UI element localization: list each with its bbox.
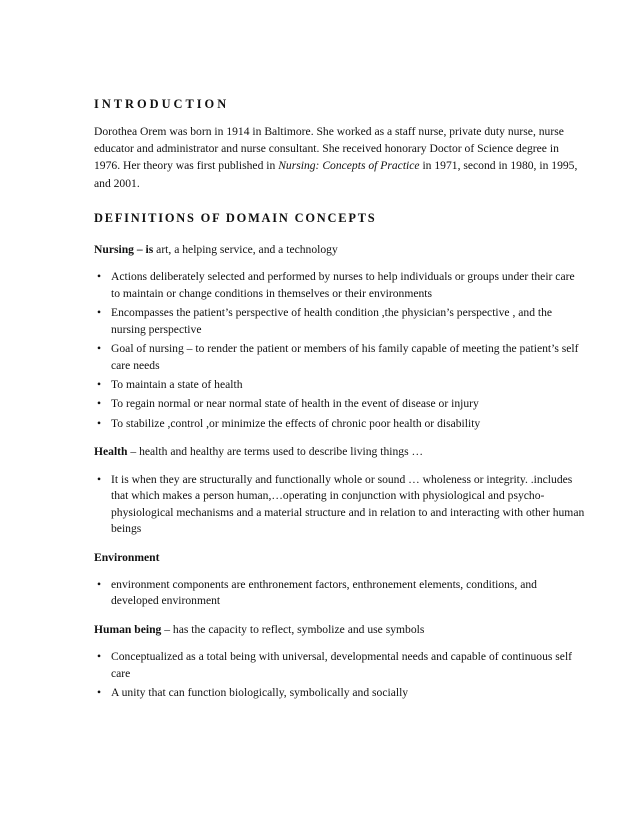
nursing-connector: – is (133, 242, 154, 256)
intro-text-pre: Dorothea Orem was born in 1914 in Baltimore. She worked as a staff nurse, private duty nurse, nurse educator and administrator and nurse consultant. She received honorary Doctor of Science degree in 1976. Her theory was first published in (94, 124, 564, 173)
document-page (94, 96, 586, 712)
list-item: • To maintain a state of health (97, 377, 586, 393)
environment-bullet-list (94, 577, 586, 610)
list-item: • Actions deliberately selected and performed by nurses to help individuals or groups under their care to maintain or change conditions in themselves or their environments (97, 269, 586, 302)
nursing-definition (94, 242, 586, 258)
intro-text-post: in 1971, second in 1980, in 1995, and 2001. (94, 159, 578, 190)
list-item: • To stabilize ,control ,or minimize the effects of chronic poor health or disability (97, 416, 586, 432)
human-being-bullet-list (94, 649, 586, 701)
nursing-desc: art, a helping service, and a technology (153, 242, 338, 256)
health-desc: – health and healthy are terms used to describe living things … (127, 445, 424, 459)
list-item: • Conceptualized as a total being with universal, developmental needs and capable of continuous self care (97, 649, 586, 682)
human-being-term: Human being (94, 622, 162, 636)
introduction-paragraph (94, 123, 586, 193)
list-item: • Encompasses the patient’s perspective of health condition ,the physician’s perspective , and the nursing perspective (97, 305, 586, 338)
introduction-heading: INTRODUCTION (94, 97, 230, 111)
health-bullet-list (94, 472, 586, 538)
nursing-term: Nursing (94, 242, 134, 256)
list-item: • Goal of nursing – to render the patient or members of his family capable of meeting the patient’s self care needs (97, 341, 586, 374)
nursing-bullet-list (94, 269, 586, 432)
list-item: • To regain normal or near normal state of health in the event of disease or injury (97, 396, 586, 412)
list-item: • A unity that can function biologically, symbolically and socially (97, 685, 586, 701)
environment-definition (94, 550, 586, 566)
health-term: Health (94, 445, 128, 459)
list-item: • environment components are enthronement factors, enthronement elements, conditions, and developed environment (97, 577, 586, 610)
environment-term: Environment (94, 550, 160, 564)
definitions-heading: DEFINITIONS OF DOMAIN CONCEPTS (94, 211, 377, 226)
list-item: • It is when they are structurally and functionally whole or sound … wholeness or integrity. .includes that which makes a person human,…operating in conjunction with physiological and psycho-physiological mechanisms and a material structure and in relation to and interacting with other human beings (97, 472, 586, 538)
health-definition (94, 444, 586, 460)
book-title: Nursing: Concepts of Practice (278, 159, 420, 173)
human-being-desc: – has the capacity to reflect, symbolize and use symbols (161, 622, 425, 636)
human-being-definition (94, 622, 586, 638)
